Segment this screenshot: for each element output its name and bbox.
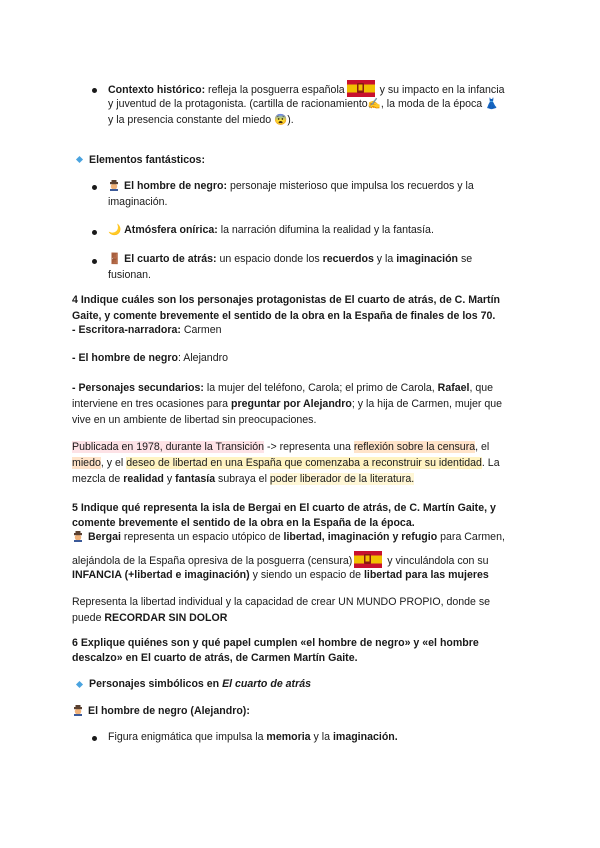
text: , que — [469, 382, 494, 394]
spain-flag-icon — [354, 551, 382, 568]
text: interviene en tres ocasiones para — [72, 398, 231, 410]
bullet — [92, 259, 97, 264]
text: imaginación — [396, 253, 459, 265]
q4-hombre-negro — [72, 350, 228, 366]
detective-icon — [72, 704, 84, 716]
q4-secundarios-1 — [72, 380, 493, 396]
fantasticos-heading: Elementos fantásticos: — [89, 154, 205, 166]
contexto-line-2 — [108, 96, 498, 112]
bullet — [92, 736, 97, 741]
text: poder liberador de la literatura. — [269, 473, 415, 485]
q6-hombre-heading — [72, 703, 250, 719]
text: El hombre de negro: — [124, 180, 228, 192]
fantastico-item-1-cont: imaginación. — [108, 196, 168, 208]
text: y vinculándola con su — [384, 555, 489, 567]
q5-title-line-2: comente brevemente el sentido de la obra en la España de la época. — [72, 517, 415, 529]
text: y la — [310, 731, 333, 743]
pencil-icon: ✍ — [367, 98, 381, 110]
q6-title-line-2: descalzo» en El cuarto de atrás, de Carmen Martín Gaite. — [72, 652, 358, 664]
q4-title-line-1: 4 Indique cuáles son los personajes protagonistas de El cuarto de atrás, de C. Martín — [72, 294, 500, 306]
text: Bergai — [88, 531, 121, 543]
q6-title-line-1: 6 Explique quiénes son y qué papel cumplen «el hombre de negro» y «el hombre — [72, 637, 479, 649]
q5-para2-1: Representa la libertad individual y la capacidad de crear UN MUNDO PROPIO, donde se — [72, 596, 491, 608]
text: RECORDAR SIN DOLOR — [104, 612, 228, 624]
q4-title-line-2: Gaite, y comente brevemente el sentido de la obra en la España de finales de los 70. — [72, 310, 496, 322]
q5-bergai-1 — [72, 529, 505, 545]
text: recuerdos — [322, 253, 374, 265]
text: libertad, imaginación y refugio — [283, 531, 438, 543]
text: y juventud de la protagonista. (cartilla de racionamiento — [108, 98, 368, 110]
text: subraya el — [215, 473, 270, 485]
text: y siendo un espacio de — [249, 569, 364, 581]
text: realidad — [123, 473, 164, 485]
q4-publicada-2 — [72, 455, 500, 471]
text: y la presencia constante del miedo — [108, 114, 272, 126]
text: . La — [481, 457, 500, 469]
q4-publicada-1 — [72, 439, 489, 455]
moon-icon: 🌙 — [108, 224, 122, 236]
text: y — [163, 473, 176, 485]
text: , y el — [100, 457, 127, 469]
spain-flag-icon — [347, 80, 375, 97]
diamond-bullet-icon — [76, 156, 83, 163]
text: ). — [287, 114, 294, 126]
text: El hombre de negro (Alejandro): — [88, 705, 250, 717]
fantastico-item-2 — [108, 222, 434, 238]
contexto-line-3 — [108, 112, 294, 128]
text: -> representa una — [264, 441, 354, 453]
text: la narración difumina la realidad y la fantasía. — [217, 224, 434, 236]
text: El cuarto de atrás: — [124, 253, 217, 265]
bullet — [92, 230, 97, 235]
fantastico-item-1 — [108, 178, 474, 194]
text: miedo — [72, 457, 101, 469]
person-icon — [72, 530, 84, 542]
q6-figura — [108, 729, 398, 745]
bullet — [92, 88, 97, 93]
fantastico-item-3 — [108, 251, 472, 267]
text: , la moda de la época — [380, 98, 483, 110]
text: Publicada en 1978, durante la Transición — [72, 441, 264, 453]
q4-secundarios-2 — [72, 396, 502, 412]
text: mezcla de — [72, 473, 124, 485]
bullet — [92, 185, 97, 190]
text: puede — [72, 612, 105, 624]
text: Carmen — [180, 324, 222, 336]
text: para Carmen, — [437, 531, 505, 543]
text: preguntar por Alejandro — [231, 398, 352, 410]
contexto-label: Contexto histórico: — [108, 84, 206, 96]
text: y la — [373, 253, 397, 265]
text: - Escritora-narradora: — [72, 324, 181, 336]
text: reflexión sobre la censura — [353, 441, 476, 453]
text: Rafael — [437, 382, 470, 394]
text: El cuarto de atrás — [222, 678, 311, 690]
q5-bergai-3 — [72, 567, 489, 583]
q5-title-line-1: 5 Indique qué representa la isla de Bergai en El cuarto de atrás, de C. Martín Gaite, y — [72, 502, 496, 514]
text: representa un espacio utópico de — [120, 531, 284, 543]
text: imaginación. — [332, 731, 398, 743]
q4-secundarios-3: vive en un ambiente de libertad sin preocupaciones. — [72, 414, 317, 426]
q5-para2-2 — [72, 610, 227, 626]
text: y su impacto en la infancia — [376, 84, 505, 96]
door-icon: 🚪 — [108, 253, 122, 265]
text: se — [458, 253, 473, 265]
q4-narradora — [72, 322, 222, 338]
text: deseo de libertad en una España que comenzaba a reconstruir su identidad — [126, 457, 482, 469]
text: alejándola de la España opresiva de la posguerra (censura) — [72, 555, 353, 567]
text: : Alejandro — [177, 352, 229, 364]
text: personaje misterioso que impulsa los recuerdos y la — [227, 180, 474, 192]
text: , el — [475, 441, 490, 453]
q6-simbolicos — [89, 676, 311, 692]
text: un espacio donde los — [216, 253, 323, 265]
scared-face-icon: 😨 — [274, 114, 288, 126]
detective-icon — [108, 179, 120, 191]
text: - Personajes secundarios: — [72, 382, 204, 394]
text: Personajes simbólicos en — [89, 678, 223, 690]
text: refleja la posguerra española — [205, 84, 345, 96]
text: memoria — [266, 731, 311, 743]
q4-publicada-3 — [72, 471, 414, 487]
dress-icon: 👗 — [485, 98, 499, 110]
text: libertad para las mujeres — [363, 569, 489, 581]
diamond-bullet-icon — [76, 681, 83, 688]
fantastico-item-3-cont: fusionan. — [108, 269, 151, 281]
text: Atmósfera onírica: — [124, 224, 218, 236]
text: Figura enigmática que impulsa la — [108, 731, 267, 743]
text: ; y la hija de Carmen, mujer que — [351, 398, 503, 410]
text: INFANCIA (+libertad e imaginación) — [72, 569, 250, 581]
text: fantasía — [175, 473, 216, 485]
text: - El hombre de negro — [72, 352, 178, 364]
text: la mujer del teléfono, Carola; el primo de Carola, — [203, 382, 438, 394]
